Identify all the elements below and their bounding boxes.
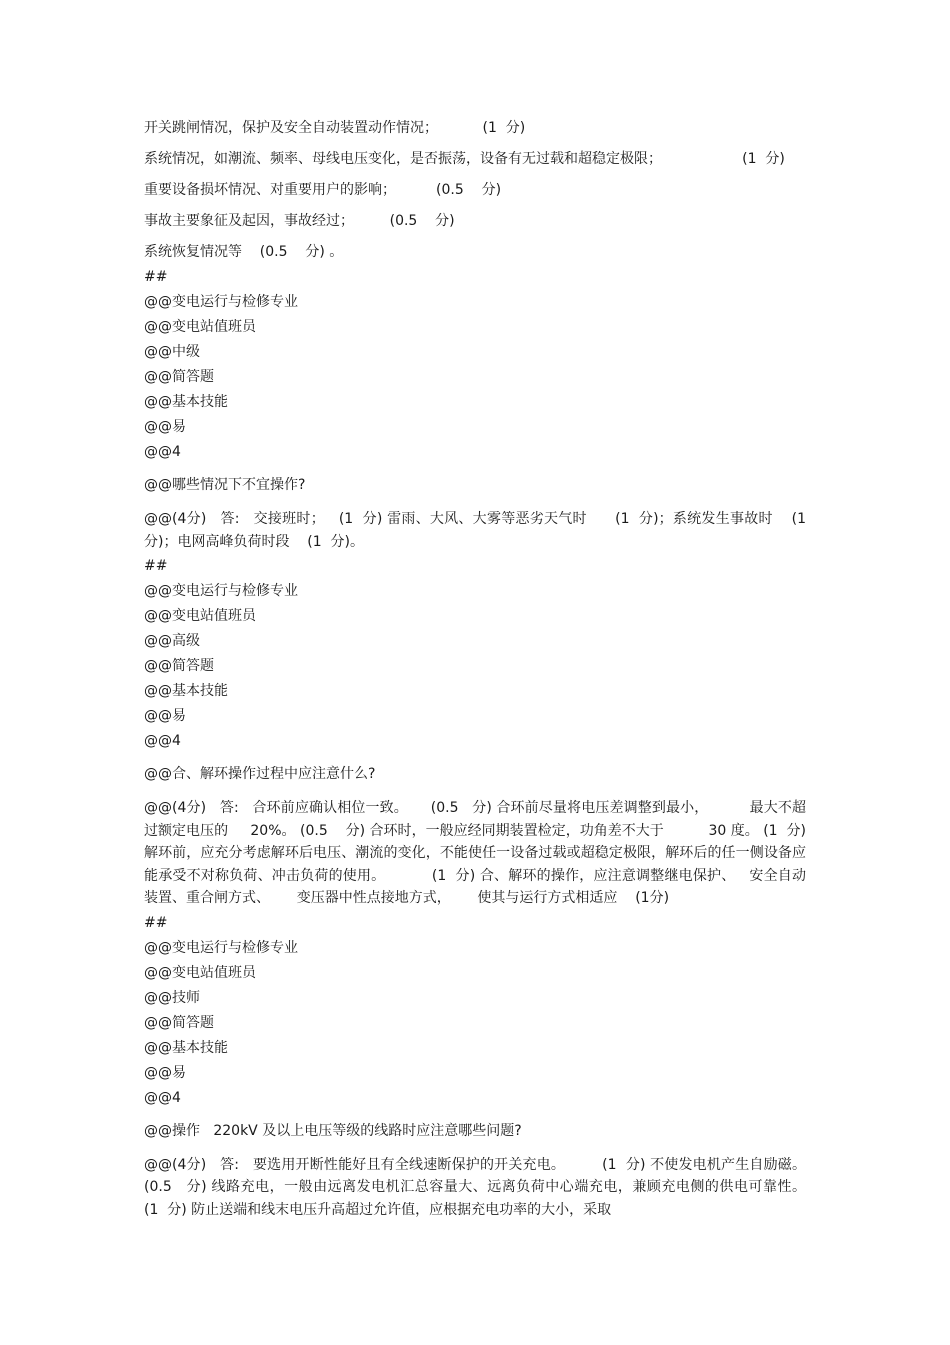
intro-line: 开关跳闸情况，保护及安全自动装置动作情况； (1 分) [144, 120, 526, 136]
block-separator: ## [144, 558, 168, 574]
meta-line: @@变电站值班员 [144, 964, 256, 981]
meta-line: @@高级 [144, 633, 200, 649]
answer-text: @@(4分) 答: 要选用开断性能好且有全线速断保护的开关充电。 (1 分) 不使发电机产生自励磁。 (0.5 分) 线路充电，一般由远离发电机汇总容量大、远离负荷中心端充电，兼顾充电侧的供电可靠性。 (1 分) 防止送端和线末电压升高超过允许值，应根据充电功率的大小，采取 [144, 1156, 820, 1218]
meta-line: @@4 [144, 1089, 181, 1106]
meta-line: @@易 [144, 708, 186, 724]
document-page [144, 118, 820, 1224]
meta-line: @@简答题 [144, 1014, 214, 1031]
question-block [144, 913, 820, 1222]
meta-line: @@易 [144, 419, 186, 435]
meta-line: @@技师 [144, 989, 200, 1006]
meta-line: @@简答题 [144, 369, 214, 385]
meta-line: @@变电运行与检修专业 [144, 939, 298, 956]
answer-text: @@(4分) 答: 合环前应确认相位一致。 (0.5 分) 合环前尽量将电压差调整到最小， 最大不超过额定电压的 20%。 (0.5 分) 合环时，一般应经同期装置检定，功角差不大于 30 度。 (1 分) 解环前，应充分考虑解环后电压、潮流的变化，不能使任一设备过载或超稳定极限，解环后的任一侧设备应能承受不对称负荷、冲击负荷的使用。 (1 分) 合、解环的操作，应注意调整继电保护、 安全自动装置、重合闸方式、 变压器中性点接地方式， 使其与运行方式相适应 (1分) [144, 800, 811, 906]
question-block [144, 267, 811, 553]
question-text: @@合、解环操作过程中应注意什么? [144, 766, 376, 782]
meta-line: @@基本技能 [144, 394, 228, 410]
meta-line: @@4 [144, 733, 181, 749]
meta-line: @@易 [144, 1064, 186, 1081]
meta-line: @@变电站值班员 [144, 319, 256, 335]
block-separator: ## [144, 269, 168, 285]
intro-line: 系统恢复情况等 (0.5 分) 。 [144, 244, 344, 260]
question-text: @@操作 220kV 及以上电压等级的线路时应注意哪些问题? [144, 1122, 522, 1139]
meta-line: @@基本技能 [144, 683, 228, 699]
meta-line: @@变电站值班员 [144, 608, 256, 624]
meta-line: @@变电运行与检修专业 [144, 583, 298, 599]
block-separator: ## [144, 914, 168, 931]
meta-line: @@4 [144, 444, 181, 460]
intro-line: 系统情况，如潮流、频率、母线电压变化，是否振荡，设备有无过载和超稳定极限； (1 分) [144, 151, 785, 167]
intro-line: 事故主要象征及起因，事故经过； (0.5 分) [144, 213, 455, 229]
question-block [144, 556, 811, 910]
meta-line: @@基本技能 [144, 1039, 228, 1056]
answer-text: @@(4分) 答: 交接班时； (1 分) 雷雨、大风、大雾等恶劣天气时 (1 分)；系统发生事故时 (1 分)；电网高峰负荷时段 (1 分)。 [144, 511, 811, 550]
meta-line: @@中级 [144, 344, 200, 360]
intro-section [144, 118, 806, 263]
meta-line: @@变电运行与检修专业 [144, 294, 298, 310]
question-text: @@哪些情况下不宜操作? [144, 477, 306, 493]
meta-line: @@简答题 [144, 658, 214, 674]
intro-line: 重要设备损坏情况、对重要用户的影响； (0.5 分) [144, 182, 502, 198]
